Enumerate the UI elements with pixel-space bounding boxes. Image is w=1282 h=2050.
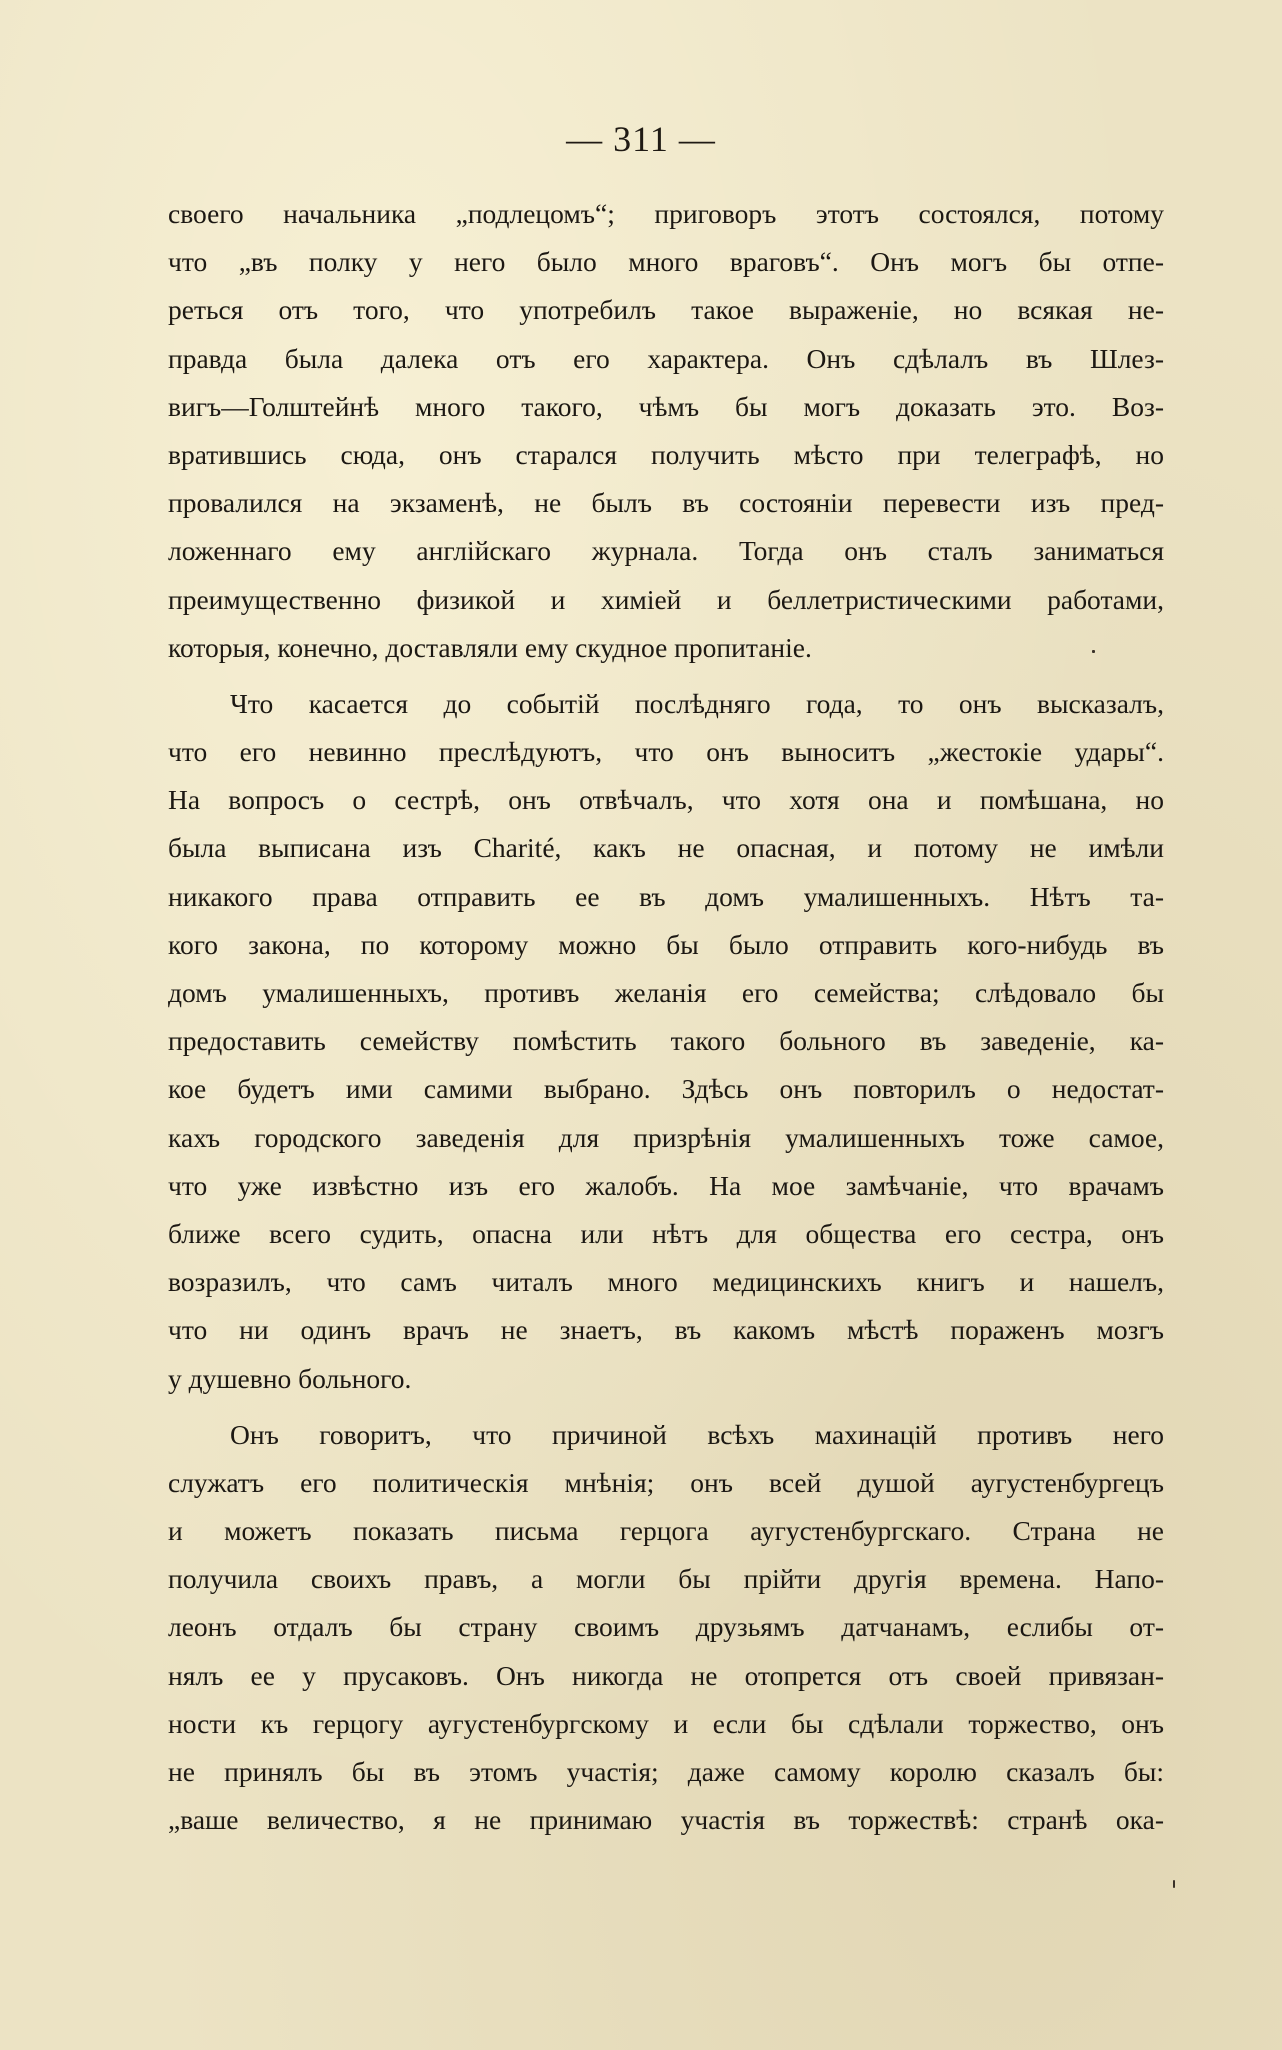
text-line: провалился на экзаменѣ, не былъ въ состояніи перевести изъ пред- [168,487,1164,519]
text-line: была выписана изъ Charité, какъ не опасная, и потому не имѣли [168,832,1164,864]
text-line: никакого права отправить ее въ домъ умалишенныхъ. Нѣтъ та- [168,880,1164,912]
text-line: получила своихъ правъ, а могли бы прійти другія времена. Напо- [168,1563,1164,1595]
text-line: „ваше величество, я не принимаю участія въ торжествѣ: странѣ ока- [168,1804,1164,1836]
print-speck [1173,1880,1175,1888]
text-line: кахъ городского заведенія для призрѣнія умалишенныхъ тоже самое, [168,1121,1164,1153]
text-line: леонъ отдалъ бы страну своимъ друзьямъ датчанамъ, еслибы от- [168,1611,1164,1643]
text-line: что „въ полку у него было много враговъ“. Онъ могъ бы отпе- [168,246,1164,278]
page-number: — 311 — [566,119,716,159]
print-speck [1092,650,1095,653]
text-line: что его невинно преслѣдуютъ, что онъ выноситъ „жестокіе удары“. [168,736,1164,768]
text-line: и можетъ показать письма герцога аугустенбургскаго. Страна не [168,1515,1164,1547]
text-line: предоставить семейству помѣстить такого больного въ заведеніе, ка- [168,1025,1164,1057]
text-line: что ни одинъ врачъ не знаетъ, въ какомъ мѣстѣ пораженъ мозгъ [168,1314,1164,1346]
text-line: вратившись сюда, онъ старался получить мѣсто при телеграфѣ, но [168,438,1164,470]
paragraph-3 [168,1411,1164,1845]
text-line: Онъ говоритъ, что причиной всѣхъ махинацій противъ него [230,1418,1164,1450]
text-line: ближе всего судить, опасна или нѣтъ для общества его сестра, онъ [168,1217,1164,1249]
paragraph-gap [168,672,1164,680]
text-line: ности къ герцогу аугустенбургскому и если бы сдѣлали торжество, онъ [168,1707,1164,1739]
text-line: правда была далека отъ его характера. Онъ сдѣлалъ въ Шлез- [168,342,1164,374]
text-line: кого закона, по которому можно бы было отправить кого-нибудь въ [168,928,1164,960]
paragraph-gap [168,1403,1164,1411]
text-line: что уже извѣстно изъ его жалобъ. На мое замѣчаніе, что врачамъ [168,1169,1164,1201]
text-line: ложеннаго ему англійскаго журнала. Тогда онъ сталъ заниматься [168,535,1164,567]
text-line: вигъ—Голштейнѣ много такого, чѣмъ бы могъ доказать это. Воз- [168,390,1164,422]
text-line: у душевно больного. [168,1362,412,1394]
text-line: домъ умалишенныхъ, противъ желанія его семейства; слѣдовало бы [168,977,1164,1008]
text-line: возразилъ, что самъ читалъ много медицинскихъ книгъ и нашелъ, [168,1266,1164,1298]
text-line: Что касается до событій послѣдняго года, то онъ высказалъ, [230,687,1164,719]
body-text [168,190,1164,1844]
paragraph-1 [168,190,1164,672]
text-line: которыя, конечно, доставляли ему скудное пропитаніе. [168,631,812,663]
text-line: реться отъ того, что употребилъ такое выраженіе, но всякая не- [168,294,1164,326]
text-line: служатъ его политическія мнѣнія; онъ всей душой аугустенбургецъ [168,1466,1164,1498]
text-line: преимущественно физикой и химіей и беллетристическими работами, [168,583,1164,615]
text-line: не принялъ бы въ этомъ участія; даже самому королю сказалъ бы: [168,1756,1164,1787]
text-line: кое будетъ ими самими выбрано. Здѣсь онъ повторилъ о недостат- [168,1073,1164,1105]
text-line: нялъ ее у прусаковъ. Онъ никогда не отопрется отъ своей привязан- [168,1659,1164,1691]
text-line: своего начальника „подлецомъ“; приговоръ этотъ состоялся, потому [168,198,1164,229]
paragraph-2 [168,680,1164,1403]
text-line: На вопросъ о сестрѣ, онъ отвѣчалъ, что хотя она и помѣшана, но [168,784,1164,816]
